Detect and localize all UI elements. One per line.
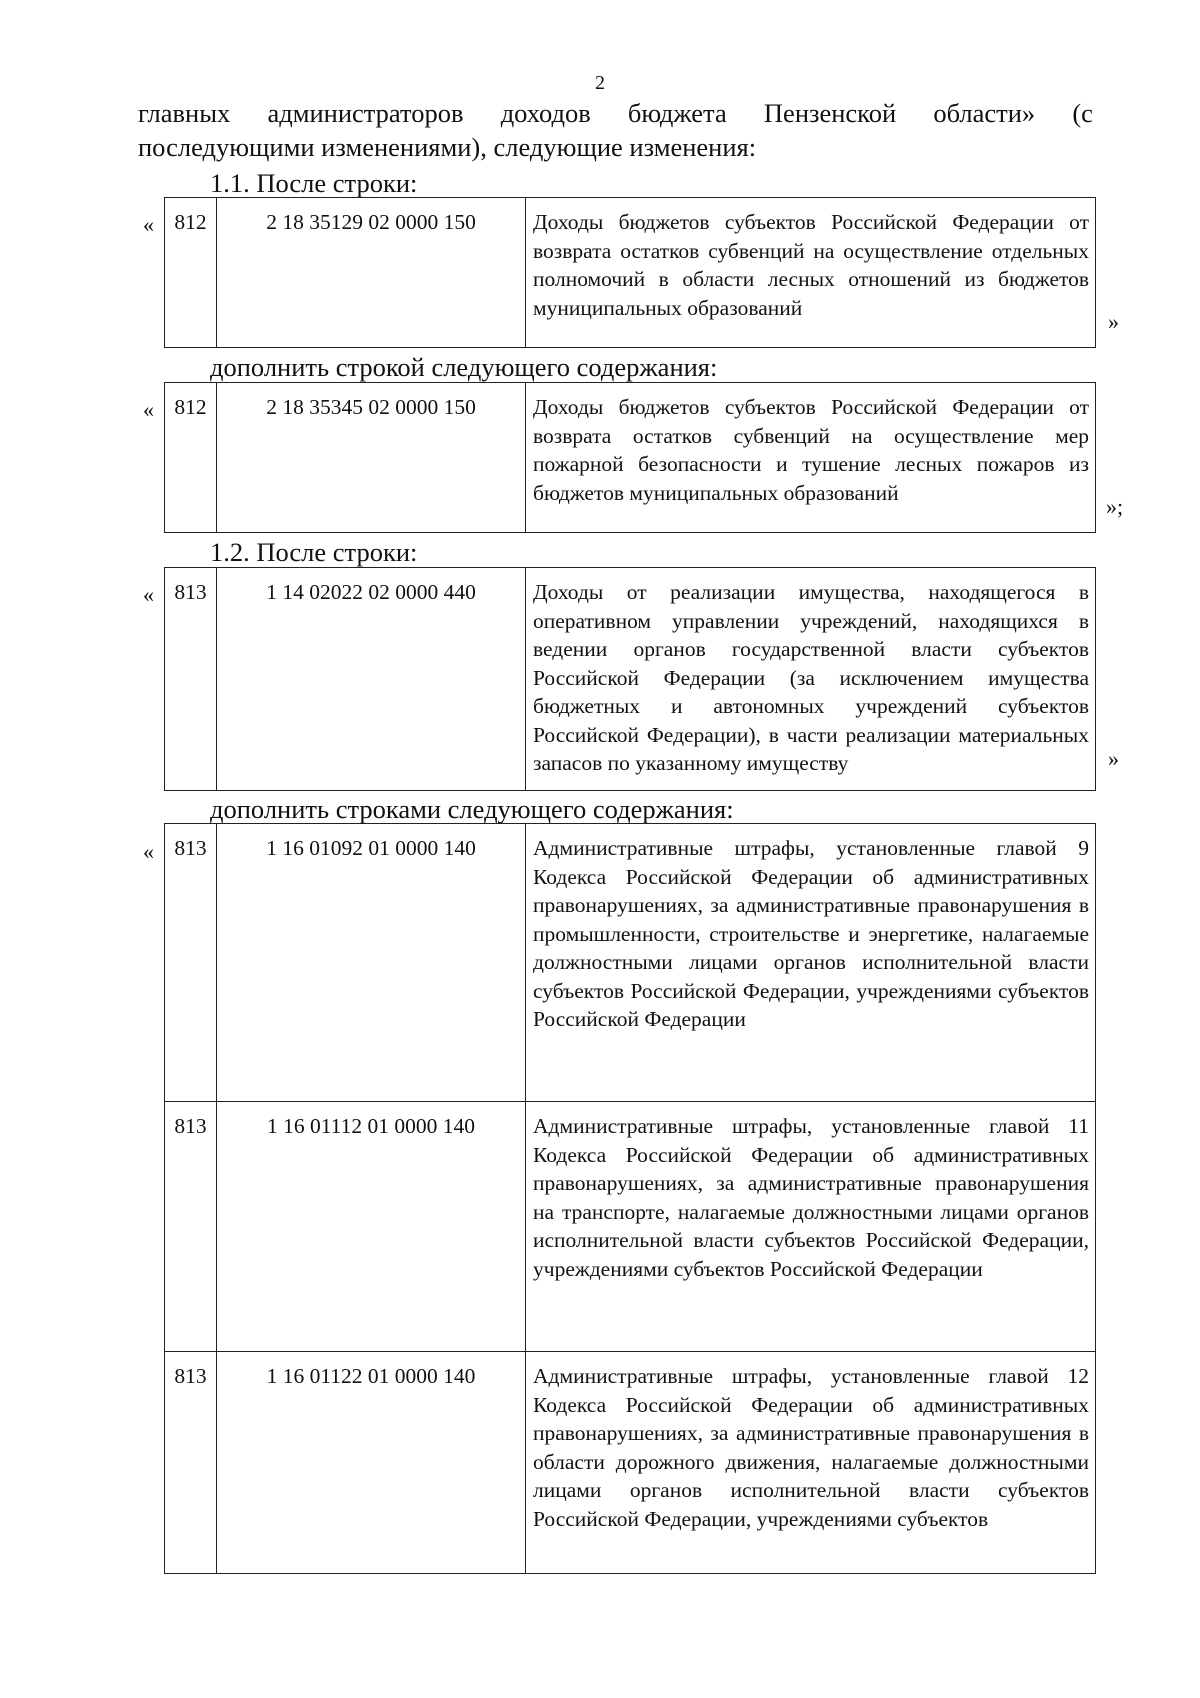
intro-paragraph [138,96,1093,164]
open-quote: « [143,397,154,422]
table-after-row-1-2 [164,567,1096,791]
page-number: 2 [595,72,605,94]
table-row [165,1102,1096,1352]
admin-code-cell: 812 [165,383,217,533]
intro-word: (с [1072,98,1093,128]
admin-code-cell: 813 [165,1102,217,1352]
open-quote: « [143,839,154,864]
heading-add-rows: дополнить строками следующего содержания: [210,794,734,824]
intro-line-2: последующими изменениями), следующие изменения: [138,132,757,162]
table-added-row-1-1 [164,382,1096,533]
description-cell: Административные штрафы, установленные главой 11 Кодекса Российской Федерации об административных правонарушениях, за административные правонарушения на транспорте, налагаемые должностными лицами органов исполнительной власти субъектов Российской Федерации, учреждениями субъектов Российской Федерации [526,1102,1096,1352]
kbk-code-cell: 1 16 01092 01 0000 140 [217,824,526,1102]
table-row [165,383,1096,533]
table-after-row-1-1 [164,197,1096,348]
table-row [165,198,1096,348]
close-quote: » [1108,746,1119,771]
description-cell: Административные штрафы, установленные главой 12 Кодекса Российской Федерации об административных правонарушениях, за административные правонарушения в области дорожного движения, налагаемые должностными лицами органов исполнительной власти субъектов Российской Федерации, учреждениями субъектов [526,1352,1096,1574]
description-cell: Доходы от реализации имущества, находящегося в оперативном управлении учреждений, находящихся в ведении органов государственной власти субъектов Российской Федерации (за исключением имущества бюджетных и автономных учреждений субъектов Российской Федерации), в части реализации материальных запасов по указанному имуществу [526,568,1096,791]
kbk-code-cell: 1 16 01122 01 0000 140 [217,1352,526,1574]
heading-1-2: 1.2. После строки: [210,537,418,567]
kbk-code-cell: 2 18 35129 02 0000 150 [217,198,526,348]
open-quote: « [143,212,154,237]
close-quote-semicolon: »; [1106,494,1124,519]
heading-1-1: 1.1. После строки: [210,168,418,198]
intro-word: области» [933,98,1036,128]
table-row [165,568,1096,791]
heading-add-row: дополнить строкой следующего содержания: [210,352,718,382]
open-quote: « [143,582,154,607]
kbk-code-cell: 1 16 01112 01 0000 140 [217,1102,526,1352]
admin-code-cell: 812 [165,198,217,348]
table-row [165,1352,1096,1574]
description-cell: Доходы бюджетов субъектов Российской Федерации от возврата остатков субвенций на осуществление мер пожарной безопасности и тушение лесных пожаров из бюджетов муниципальных образований [526,383,1096,533]
intro-word: администраторов [267,98,464,128]
description-cell: Доходы бюджетов субъектов Российской Федерации от возврата остатков субвенций на осуществление отдельных полномочий в области лесных отношений из бюджетов муниципальных образований [526,198,1096,348]
description-cell: Административные штрафы, установленные главой 9 Кодекса Российской Федерации об административных правонарушениях, за административные правонарушения в промышленности, строительстве и энергетике, налагаемые должностными лицами органов исполнительной власти субъектов Российской Федерации, учреждениями субъектов Российской Федерации [526,824,1096,1102]
table-row [165,824,1096,1102]
intro-word: бюджета [627,98,727,128]
admin-code-cell: 813 [165,568,217,791]
table-added-rows-1-2 [164,823,1096,1574]
intro-line-1 [138,96,1093,130]
admin-code-cell: 813 [165,824,217,1102]
kbk-code-cell: 1 14 02022 02 0000 440 [217,568,526,791]
close-quote: » [1108,309,1119,334]
intro-word: доходов [500,98,591,128]
admin-code-cell: 813 [165,1352,217,1574]
kbk-code-cell: 2 18 35345 02 0000 150 [217,383,526,533]
intro-word: Пензенской [763,98,897,128]
intro-word: главных [138,98,231,128]
